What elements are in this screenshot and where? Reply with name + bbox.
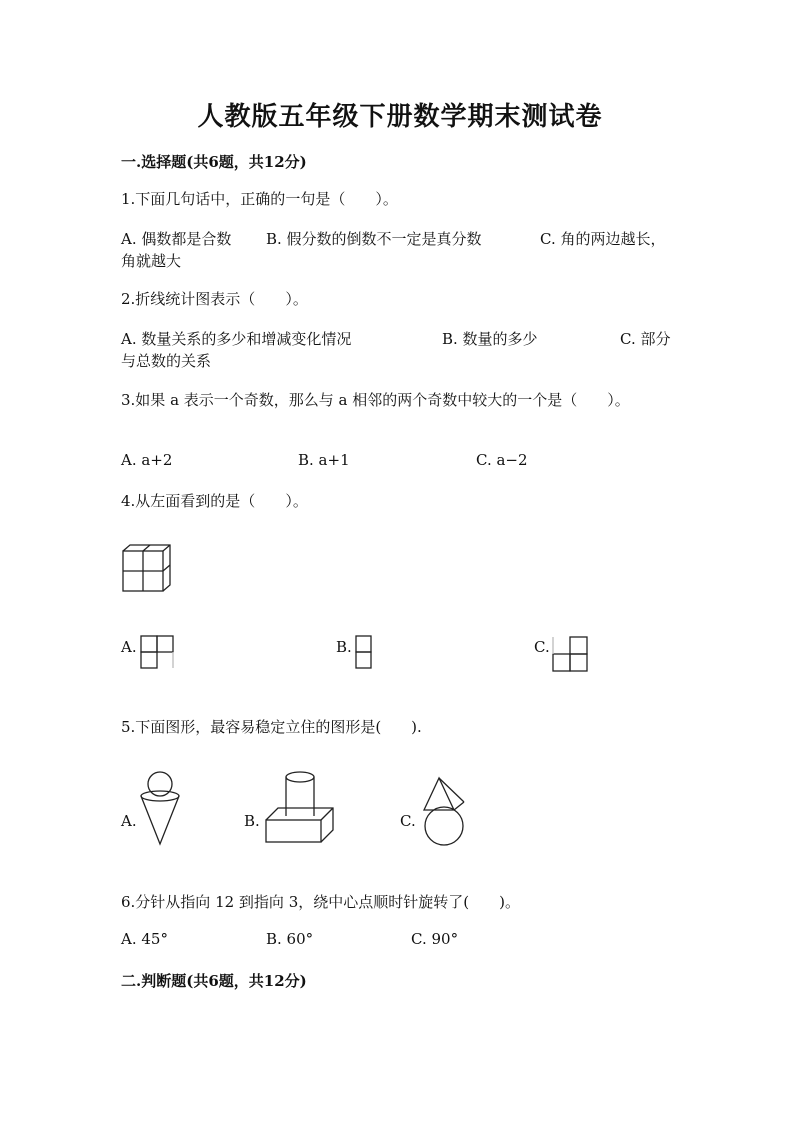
page-title: 人教版五年级下册数学期末测试卷 — [197, 102, 603, 132]
cube-stack-icon — [121, 543, 171, 593]
l-shape-view-icon — [140, 635, 176, 671]
question-4-option-b: B. — [336, 638, 352, 656]
section-heading-choice: 一.选择题(共6题，共12分) — [121, 153, 307, 171]
question-1-option-a: A. 偶数都是合数 — [121, 230, 232, 248]
question-4-stem: 4.从左面看到的是（ ）。 — [121, 492, 308, 510]
question-4-option-c: C. — [534, 638, 550, 656]
question-6-option-b: B. 60° — [266, 930, 314, 948]
cylinder-on-cuboid-icon — [264, 770, 336, 846]
question-1-option-b: B. 假分数的倒数不一定是真分数 — [266, 230, 482, 248]
question-5-option-a: A. — [121, 812, 137, 830]
question-1-option-c-cont: 角就越大 — [121, 252, 182, 270]
question-2-option-a: A. 数量关系的多少和增减变化情况 — [121, 330, 352, 348]
question-5-option-b: B. — [244, 812, 260, 830]
question-5-stem: 5.下面图形，最容易稳定立住的图形是( ). — [121, 718, 422, 736]
cone-on-sphere-icon — [420, 774, 470, 846]
question-6-option-a: A. 45° — [121, 930, 168, 948]
three-square-view-icon — [552, 635, 590, 673]
question-3-option-a: A. a+2 — [121, 451, 173, 469]
question-3-stem: 3.如果 a 表示一个奇数，那么与 a 相邻的两个奇数中较大的一个是（ ）。 — [121, 391, 630, 409]
vertical-two-square-view-icon — [355, 635, 375, 671]
question-2-option-c: C. 部分 — [620, 330, 671, 348]
section-heading-judgement: 二.判断题(共6题，共12分) — [121, 972, 307, 990]
question-3-option-b: B. a+1 — [298, 451, 350, 469]
question-2-option-c-cont: 与总数的关系 — [121, 352, 212, 370]
question-6-option-c: C. 90° — [411, 930, 459, 948]
question-2-stem: 2.折线统计图表示（ ）。 — [121, 290, 308, 308]
question-1-option-c: C. 角的两边越长， — [540, 230, 666, 248]
question-1-stem: 1.下面几句话中，正确的一句是（ ）。 — [121, 190, 398, 208]
question-3-option-c: C. a−2 — [476, 451, 528, 469]
question-4-option-a: A. — [121, 638, 137, 656]
question-6-stem: 6.分针从指向 12 到指向 3，绕中心点顺时针旋转了( )。 — [121, 893, 520, 911]
cone-with-sphere-icon — [138, 770, 188, 848]
question-5-option-c: C. — [400, 812, 416, 830]
question-2-option-b: B. 数量的多少 — [442, 330, 538, 348]
